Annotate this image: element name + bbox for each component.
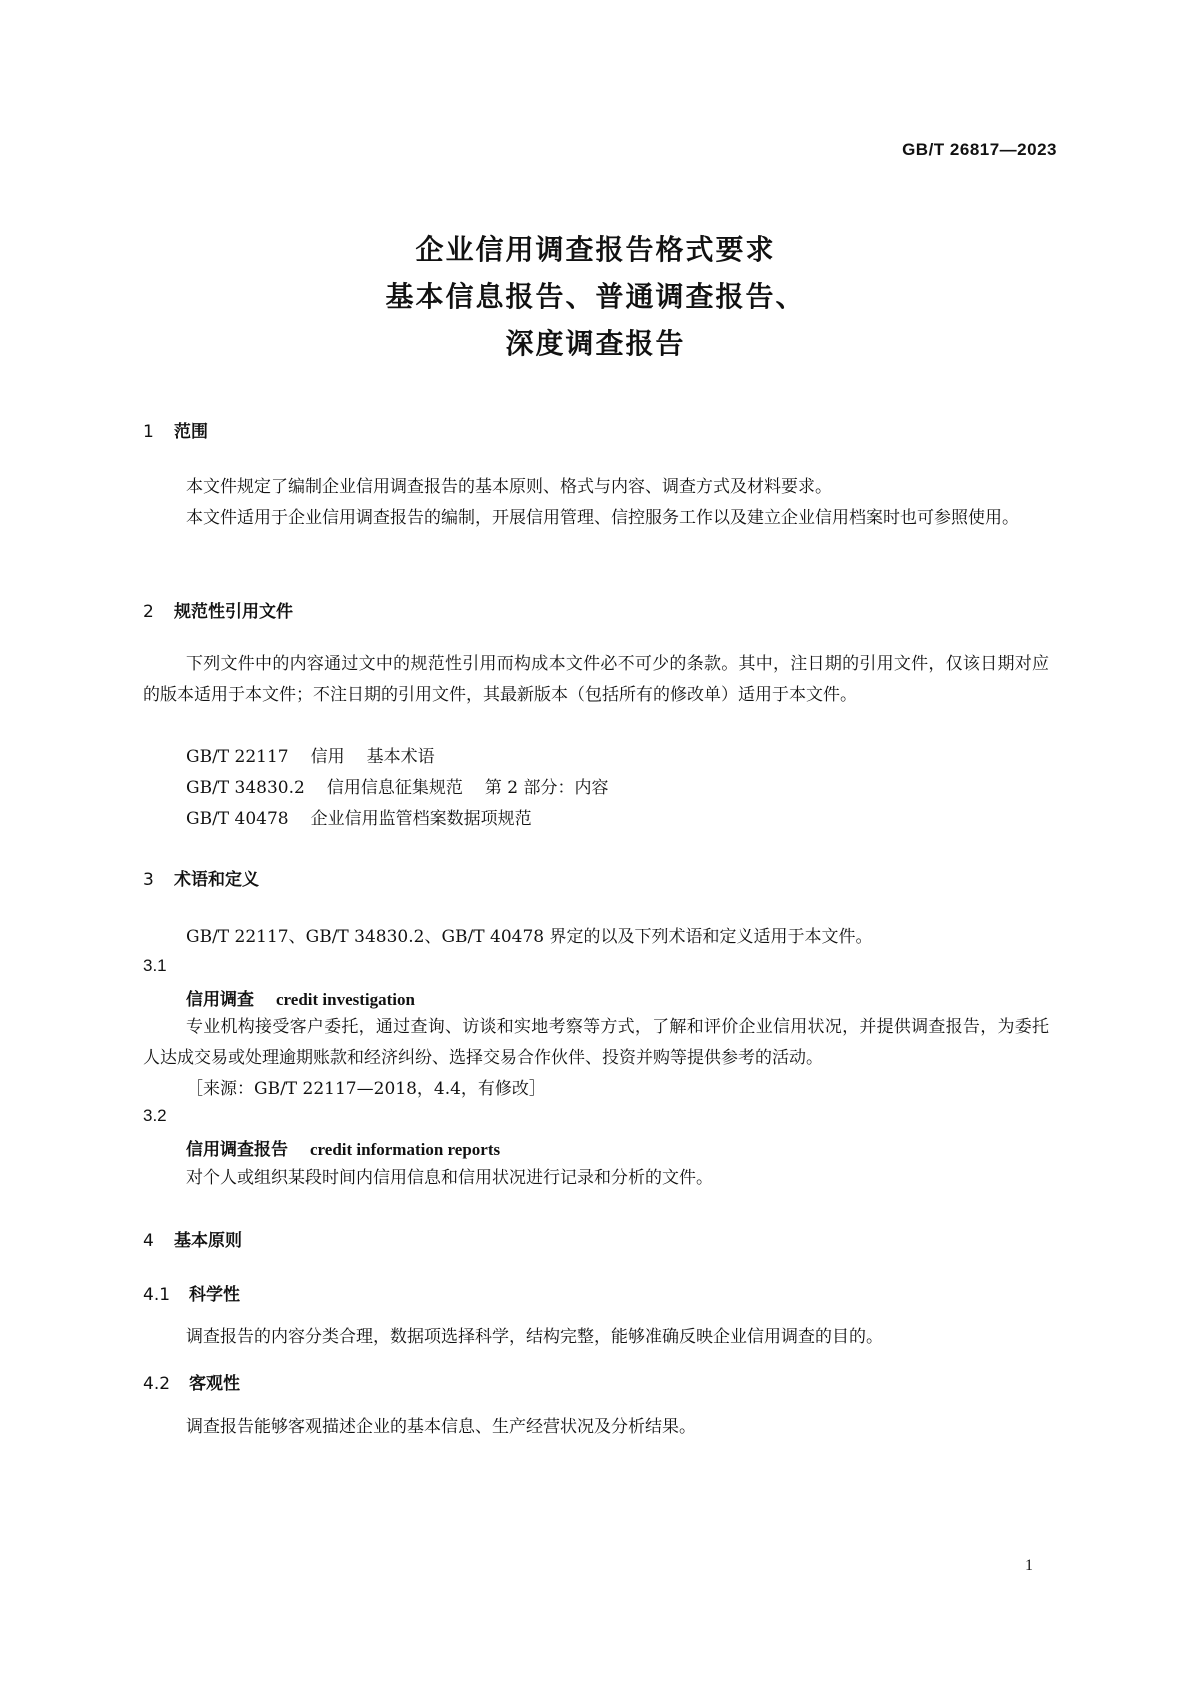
subsection-title: 客观性 (189, 1374, 240, 1394)
section-number: 4 (143, 1231, 154, 1251)
term-english: credit investigation (276, 990, 415, 1009)
principle-paragraph: 调查报告的内容分类合理，数据项选择科学，结构完整，能够准确反映企业信用调查的目的。 (186, 1327, 883, 1347)
section-title: 范围 (174, 422, 208, 442)
subsection-title: 科学性 (189, 1285, 240, 1305)
standard-code: GB/T 26817—2023 (902, 140, 1057, 159)
term-chinese: 信用调查报告 (186, 1140, 288, 1160)
section-title: 规范性引用文件 (174, 602, 293, 622)
subsection-number: 4.1 (143, 1285, 171, 1305)
section-1-heading (143, 417, 208, 442)
title-line-3: 深度调查报告 (505, 327, 686, 360)
term-number: 3.2 (143, 1106, 167, 1125)
reference-subtitle: 基本术语 (366, 747, 435, 767)
section-number: 1 (143, 422, 154, 442)
terms-intro: GB/T 22117、GB/T 34830.2、GB/T 40478 界定的以及下列术语和定义适用于本文件。 (186, 927, 873, 947)
reference-item (186, 773, 608, 798)
normative-references-paragraph: 下列文件中的内容通过文中的规范性引用而构成本文件必不可少的条款。其中，注日期的引用文件，仅该日期对应的版本适用于本文件；不注日期的引用文件，其最新版本（包括所有的修改单）适用于本文件。 (143, 654, 1049, 705)
page-number: 1 (1025, 1557, 1033, 1574)
reference-item (186, 804, 532, 829)
section-4-heading (143, 1226, 242, 1251)
term-chinese: 信用调查 (186, 990, 254, 1010)
term-english: credit information reports (310, 1140, 501, 1159)
principle-paragraph: 调查报告能够客观描述企业的基本信息、生产经营状况及分析结果。 (186, 1417, 696, 1437)
reference-title: 企业信用监管档案数据项规范 (310, 809, 532, 829)
section-number: 2 (143, 602, 154, 622)
subsection-4-2-heading (143, 1369, 240, 1394)
section-2-heading (143, 597, 293, 622)
section-title: 术语和定义 (174, 870, 259, 890)
term-definition: 对个人或组织某段时间内信用信息和信用状况进行记录和分析的文件。 (186, 1168, 713, 1188)
term-heading (186, 1135, 500, 1160)
section-3-heading (143, 865, 259, 890)
title-line-2: 基本信息报告、普通调查报告、 (385, 280, 806, 313)
reference-title: 信用 (310, 747, 345, 767)
reference-item (186, 742, 435, 767)
subsection-4-1-heading (143, 1280, 240, 1305)
term-number: 3.1 (143, 956, 167, 975)
term-source: ［来源：GB/T 22117—2018，4.4，有修改］ (186, 1079, 546, 1099)
reference-title: 信用信息征集规范 (326, 778, 463, 798)
reference-subtitle: 第 2 部分：内容 (484, 778, 609, 798)
term-heading (186, 985, 415, 1010)
term-definition: 专业机构接受客户委托，通过查询、访谈和实地考察等方式，了解和评价企业信用状况，并提供调查报告，为委托人达成交易或处理逾期账款和经济纠纷、选择交易合作伙伴、投资并购等提供参考的活动。 (143, 1017, 1049, 1068)
section-number: 3 (143, 870, 154, 890)
reference-code: GB/T 34830.2 (186, 778, 305, 798)
reference-code: GB/T 40478 (186, 809, 289, 829)
section-title: 基本原则 (174, 1231, 242, 1251)
reference-code: GB/T 22117 (186, 747, 289, 767)
title-line-1: 企业信用调查报告格式要求 (415, 233, 776, 266)
scope-paragraph-2: 本文件适用于企业信用调查报告的编制，开展信用管理、信控服务工作以及建立企业信用档案时也可参照使用。 (186, 508, 1019, 528)
subsection-number: 4.2 (143, 1374, 171, 1394)
scope-paragraph-1: 本文件规定了编制企业信用调查报告的基本原则、格式与内容、调查方式及材料要求。 (186, 477, 832, 497)
